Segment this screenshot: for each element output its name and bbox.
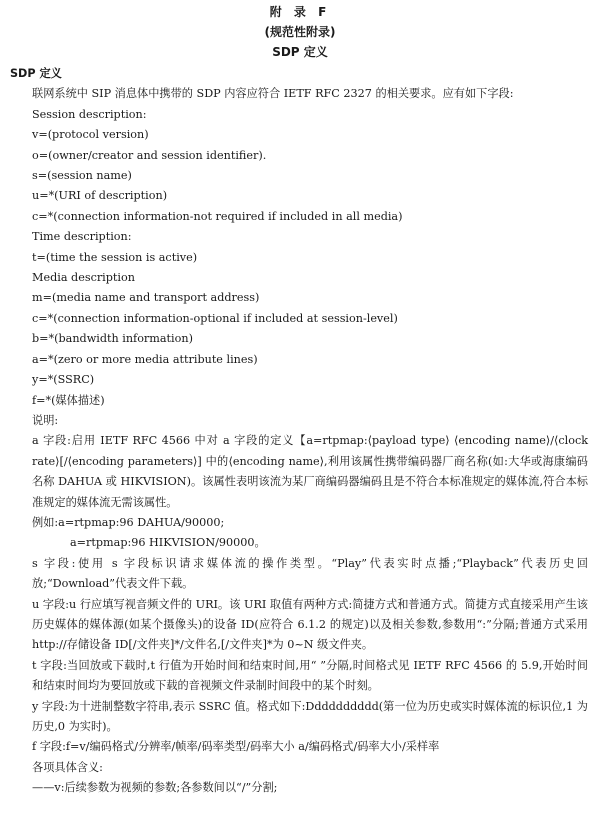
a-field-paragraph: a 字段:启用 IETF RFC 4566 中对 a 字段的定义【a=rtpmap:⟨payload type⟩ ⟨encoding name⟩/⟨clock rate⟩[/⟨encoding parameters⟩] 中的⟨encoding name⟩,利用该属性携带编码器厂商名称(如:大华或海康编码名称 DAHUA 或 HIKVISION)。该属性表明该流为某厂商编码器编码且是不符合本标准规定的媒体流,符合本标准规定的媒体流无需该属性。 — [32, 434, 588, 509]
field-line: v=(protocol version) — [32, 128, 149, 142]
field-line: b=*(bandwidth information) — [32, 332, 193, 346]
field-line: m=(media name and transport address) — [32, 291, 260, 305]
y-field-paragraph: y 字段:为十进制整数字符串,表示 SSRC 值。格式如下:Dddddddddd(第一位为历史或实时媒体流的标识位,1 为历史,0 为实时)。 — [32, 699, 588, 733]
field-line: s=(session name) — [32, 169, 132, 183]
document-body — [10, 64, 588, 799]
appendix-title: SDP 定义 — [272, 45, 328, 59]
appendix-header — [0, 0, 600, 62]
section-title: SDP 定义 — [10, 67, 62, 80]
t-field-paragraph: t 字段:当回放或下载时,t 行值为开始时间和结束时间,用“ ”分隔,时间格式见 IETF RFC 4566 的 5.9,开始时间和结束时间均为要回放或下载的音视频文件录制时间段中的某个时刻。 — [32, 658, 588, 693]
example-line: a=rtpmap:96 HIKVISION/90000。 — [70, 536, 266, 550]
field-line: u=*(URI of description) — [32, 189, 168, 203]
s-field-paragraph: s 字段:使用 s 字段标识请求媒体流的操作类型。“Play”代表实时点播;“Playback”代表历史回放;“Download”代表文件下载。 — [32, 556, 588, 591]
field-line: c=*(connection information-not required if included in all media) — [32, 209, 403, 223]
meaning-v-line: ——v:后续参数为视频的参数;各参数间以“/”分割; — [32, 781, 278, 795]
field-line: f=*(媒体描述) — [32, 393, 105, 407]
notes-label: 说明: — [32, 413, 59, 427]
normative-label: (规范性附录) — [264, 25, 336, 39]
field-line: a=*(zero or more media attribute lines) — [32, 352, 258, 366]
f-field-paragraph: f 字段:f=v/编码格式/分辨率/帧率/码率类型/码率大小 a/编码格式/码率大小/采样率 — [32, 740, 440, 754]
field-line: t=(time the session is active) — [32, 250, 198, 264]
field-line: Media description — [32, 271, 135, 285]
example-line: 例如:a=rtpmap:96 DAHUA/90000; — [32, 515, 225, 529]
appendix-label: 附 录 F — [269, 5, 331, 19]
u-field-paragraph: u 字段:u 行应填写视音频文件的 URI。该 URI 取值有两种方式:简捷方式和普通方式。简捷方式直接采用产生该历史媒体的媒体源(如某个摄像头)的设备 ID(应符合 6.1.2 的规定)以及相关参数,参数用“:”分隔;普通方式采用 http://存储设备 ID[/文件夹]*/文件名,[/文件夹]*为 0~N 级文件夹。 — [32, 597, 588, 652]
field-line: Time description: — [32, 230, 132, 244]
meaning-label: 各项具体含义: — [32, 760, 103, 774]
field-line: c=*(connection information-optional if included at session-level) — [32, 311, 398, 325]
intro-paragraph: 联网系统中 SIP 消息体中携带的 SDP 内容应符合 IETF RFC 2327 的相关要求。应有如下字段: — [32, 87, 514, 101]
field-line: y=*(SSRC) — [32, 373, 95, 387]
field-line: Session description: — [32, 107, 147, 121]
field-line: o=(owner/creator and session identifier). — [32, 148, 267, 162]
